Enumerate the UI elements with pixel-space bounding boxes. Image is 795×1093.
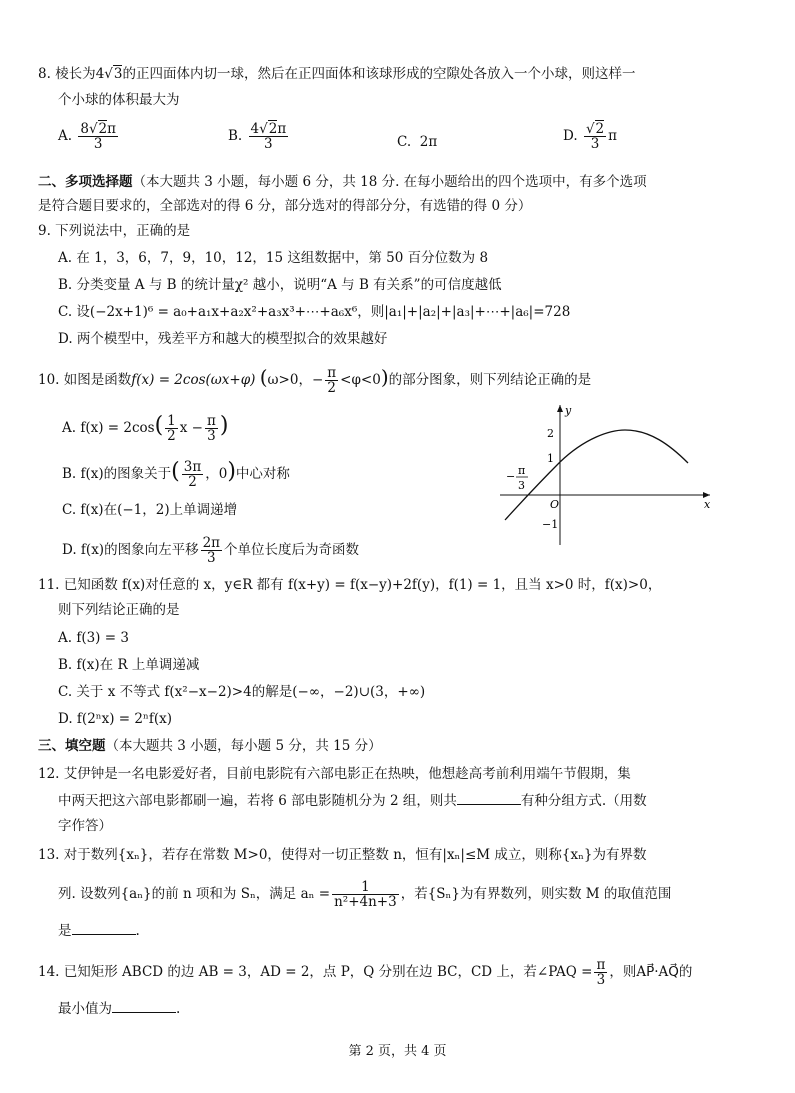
q9-option-b: B. 分类变量 A 与 B 的统计量χ² 越小，说明“A 与 B 有关系”的可信度越低 (58, 277, 502, 293)
section3-heading: 三、填空题（本大题共 3 小题，每小题 5 分，共 15 分） (38, 738, 382, 754)
q8-option-a: A. $\frac{8√2\pi}{3}$ (58, 121, 117, 152)
q14-line1: 14. 已知矩形 ABCD 的边 AB = 3，AD = 2，点 P，Q 分别在边 BC，CD 上，若∠PAQ = $\frac{\pi}{3}$ ，则AP⃗·AQ⃗的 (38, 957, 693, 988)
x-axis-label: x (704, 498, 711, 511)
q12-line3: 字作答） (58, 818, 112, 834)
page-footer: 第 2 页，共 4 页 (348, 1044, 447, 1059)
y-tick-2: 2 (547, 427, 554, 440)
section2-desc: 是符合题目要求的，全部选对的得 6 分，部分选对的得部分分，有选错的得 0 分） (38, 198, 532, 214)
q10-option-c: C. f(x)在(−1，2)上单调递增 (62, 502, 238, 518)
q14-answer-blank (112, 998, 176, 1013)
q8-option-d: D. $\frac{√2}{3}$ π (563, 121, 618, 152)
x-tick-num: π (518, 464, 526, 477)
q10-stem: 10. 如图是函数f(x) = 2cos(ωx+φ) (ω>0，− $\frac{\pi}{2}$ <φ<0)的部分图象，则下列结论正确的是 (38, 365, 592, 396)
q8-line1: 8. 棱长为4√3的正四面体内切一球，然后在正四面体和该球形成的空隙处各放入一个小球，则这样一 (38, 66, 636, 82)
x-tick-sign: − (506, 470, 516, 483)
cosine-curve (505, 430, 688, 520)
q11-option-d: D. f(2ⁿx) = 2ⁿf(x) (58, 711, 172, 727)
q11-stem-1: 11. 已知函数 f(x)对任意的 x，y∈R 都有 f(x+y) = f(x−y)+2f(y)，f(1) = 1，且当 x>0 时，f(x)>0， (38, 577, 662, 593)
q10-function-graph (490, 400, 720, 550)
q13-line1: 13. 对于数列{xₙ}，若存在常数 M>0，使得对一切正整数 n，恒有|xₙ|≤M 成立，则称{xₙ}为有界数 (38, 847, 647, 863)
q8-option-c: C. 2π (397, 134, 438, 150)
q14-line2: 最小值为 . (58, 998, 180, 1019)
q10-option-d: D. f(x)的图象向左平移 $\frac{2\pi}{3}$ 个单位长度后为奇函数 (62, 535, 360, 566)
q9-option-d: D. 两个模型中，残差平方和越大的模型拟合的效果越好 (58, 331, 388, 347)
q13-line2: 列. 设数列{aₙ}的前 n 项和为 Sₙ，满足 aₙ = $\frac{1}{\text{n²+4n+3}}$ ，若{Sₙ}为有界数列，则实数 M 的取值范围 (58, 879, 672, 910)
q9-stem: 9. 下列说法中，正确的是 (38, 223, 191, 239)
q11-option-b: B. f(x)在 R 上单调递减 (58, 657, 200, 673)
q8-line2: 个小球的体积最大为 (58, 92, 180, 108)
q10-option-a: A. f(x) = 2cos( $\frac{1}{2}$ x − $\frac{\pi}{3}$ ) (62, 413, 229, 444)
q13-line3: 是 . (58, 920, 140, 941)
origin-label: O (550, 498, 560, 511)
q11-option-a: A. f(3) = 3 (58, 630, 129, 646)
q9-option-a: A. 在 1，3，6，7，9，10，12，15 这组数据中，第 50 百分位数为 8 (58, 250, 489, 266)
y-axis-label: y (565, 404, 572, 417)
q13-answer-blank (72, 920, 136, 935)
q10-option-b: B. f(x)的图象关于( $\frac{3\pi}{2}$ ，0)中心对称 (62, 459, 290, 490)
q12-line1: 12. 艾伊钟是一名电影爱好者，目前电影院有六部电影正在热映，他想趁高考前利用端午节假期，集 (38, 766, 631, 782)
q12-answer-blank (457, 790, 521, 805)
q8-option-b: B. $\frac{4√2\pi}{3}$ (228, 121, 287, 152)
y-tick-minus1: −1 (542, 518, 559, 531)
y-tick-1: 1 (547, 452, 554, 465)
x-tick-den: 3 (518, 479, 525, 492)
q9-option-c: C. 设(−2x+1)⁶ = a₀+a₁x+a₂x²+a₃x³+⋯+a₆x⁶，则|a₁|+|a₂|+|a₃|+⋯+|a₆|=728 (58, 304, 571, 320)
q11-stem-2: 则下列结论正确的是 (58, 602, 180, 618)
q12-line2: 中两天把这六部电影都刷一遍，若将 6 部电影随机分为 2 组，则共 有种分组方式.（用数 (58, 790, 647, 811)
q11-option-c: C. 关于 x 不等式 f(x²−x−2)>4的解是(−∞，−2)∪(3，+∞) (58, 684, 426, 700)
section2-heading: 二、多项选择题（本大题共 3 小题，每小题 6 分，共 18 分. 在每小题给出的四个选项中，有多个选项 (38, 174, 647, 190)
